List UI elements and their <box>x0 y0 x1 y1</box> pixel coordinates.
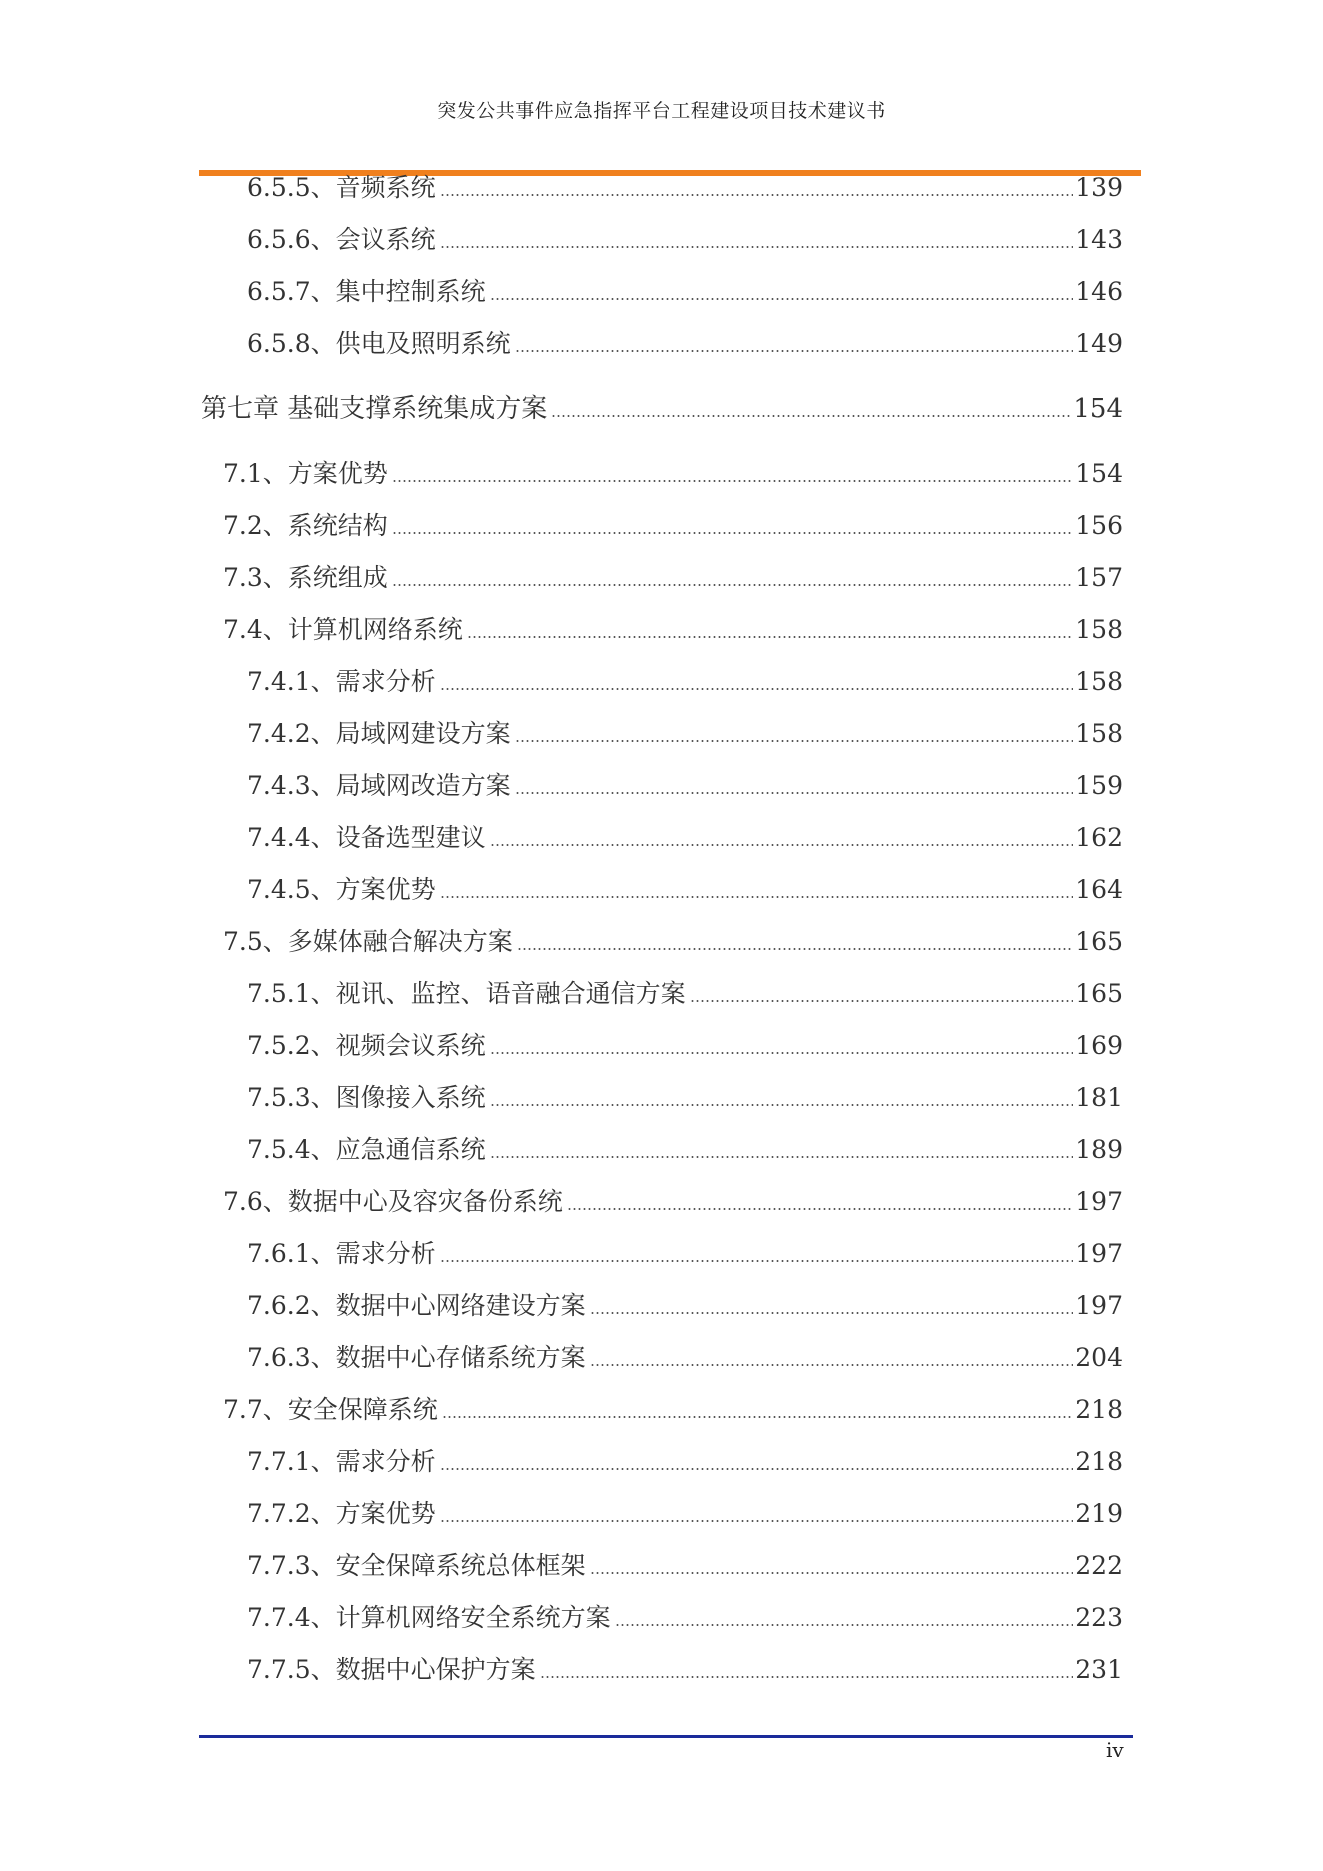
toc-dot-leader <box>442 1416 1074 1418</box>
toc-entry-title: 7.2、系统结构 <box>223 511 388 540</box>
toc-dot-leader <box>440 1520 1074 1522</box>
toc-entry-page-number: 219 <box>1075 1499 1123 1528</box>
toc-entry[interactable] <box>223 924 1123 960</box>
toc-dot-leader <box>467 636 1074 638</box>
toc-entry[interactable] <box>247 170 1123 206</box>
toc-dot-leader <box>490 1052 1074 1054</box>
toc-entry[interactable] <box>247 1548 1123 1584</box>
toc-dot-leader <box>440 688 1074 690</box>
toc-entry[interactable] <box>247 1496 1123 1532</box>
toc-dot-leader <box>515 792 1074 794</box>
toc-entry-title: 7.5、多媒体融合解决方案 <box>223 927 513 956</box>
toc-entry-page-number: 146 <box>1075 277 1123 306</box>
toc-entry[interactable] <box>247 1444 1123 1480</box>
toc-entry[interactable] <box>247 768 1123 804</box>
toc-entry-title: 6.5.6、会议系统 <box>247 225 436 254</box>
toc-entry-page-number: 158 <box>1075 615 1123 644</box>
toc-dot-leader <box>440 1468 1074 1470</box>
toc-dot-leader <box>392 584 1074 586</box>
toc-dot-leader <box>440 1260 1074 1262</box>
toc-entry-title: 7.7.4、计算机网络安全系统方案 <box>247 1603 611 1632</box>
toc-entry[interactable] <box>223 612 1123 648</box>
toc-entry[interactable] <box>247 1028 1123 1064</box>
toc-entry-title: 6.5.5、音频系统 <box>247 173 436 202</box>
toc-entry[interactable] <box>223 1392 1123 1428</box>
toc-entry-page-number: 158 <box>1075 667 1123 696</box>
toc-entry[interactable] <box>247 976 1123 1012</box>
toc-entry-page-number: 231 <box>1075 1655 1123 1684</box>
toc-entry-page-number: 223 <box>1075 1603 1123 1632</box>
toc-entry-title: 7.5.3、图像接入系统 <box>247 1083 486 1112</box>
toc-entry-page-number: 156 <box>1075 511 1123 540</box>
toc-entry-title: 6.5.8、供电及照明系统 <box>247 329 511 358</box>
toc-dot-leader <box>440 896 1074 898</box>
toc-entry[interactable] <box>223 560 1123 596</box>
toc-chapter-entry[interactable] <box>201 391 1123 427</box>
toc-entry[interactable] <box>247 222 1123 258</box>
toc-entry-title: 7.4.4、设备选型建议 <box>247 823 486 852</box>
toc-dot-leader <box>590 1312 1074 1314</box>
toc-entry-page-number: 158 <box>1075 719 1123 748</box>
toc-entry-title: 7.7.2、方案优势 <box>247 1499 436 1528</box>
toc-entry-title: 7.7.5、数据中心保护方案 <box>247 1655 536 1684</box>
toc-entry-title: 7.6.1、需求分析 <box>247 1239 436 1268</box>
toc-entry[interactable] <box>247 1600 1123 1636</box>
toc-entry-title: 6.5.7、集中控制系统 <box>247 277 486 306</box>
toc-entry[interactable] <box>247 716 1123 752</box>
toc-entry[interactable] <box>223 456 1123 492</box>
toc-entry-page-number: 162 <box>1075 823 1123 852</box>
toc-entry-page-number: 181 <box>1075 1083 1123 1112</box>
toc-entry[interactable] <box>247 326 1123 362</box>
toc-entry-page-number: 204 <box>1075 1343 1123 1372</box>
toc-entry-page-number: 197 <box>1075 1291 1123 1320</box>
toc-entry-title: 7.4.5、方案优势 <box>247 875 436 904</box>
toc-entry-title: 7.4.2、局域网建设方案 <box>247 719 511 748</box>
page-header-title: 突发公共事件应急指挥平台工程建设项目技术建议书 <box>437 100 886 122</box>
toc-entry[interactable] <box>247 1288 1123 1324</box>
toc-entry-page-number: 222 <box>1075 1551 1123 1580</box>
toc-dot-leader <box>490 1156 1074 1158</box>
toc-dot-leader <box>690 1000 1074 1002</box>
toc-dot-leader <box>440 194 1074 196</box>
toc-entry-title: 7.7、安全保障系统 <box>223 1395 438 1424</box>
toc-dot-leader <box>590 1364 1074 1366</box>
toc-entry-title: 7.5.1、视讯、监控、语音融合通信方案 <box>247 979 686 1008</box>
toc-entry-title: 7.4.1、需求分析 <box>247 667 436 696</box>
toc-dot-leader <box>515 350 1074 352</box>
toc-entry-page-number: 159 <box>1075 771 1123 800</box>
toc-dot-leader <box>440 246 1074 248</box>
footer-divider <box>199 1735 1133 1738</box>
toc-entry-page-number: 165 <box>1075 927 1123 956</box>
toc-dot-leader <box>590 1572 1074 1574</box>
toc-entry[interactable] <box>247 664 1123 700</box>
toc-entry-page-number: 197 <box>1075 1239 1123 1268</box>
toc-dot-leader <box>567 1208 1074 1210</box>
toc-entry-title: 7.6、数据中心及容灾备份系统 <box>223 1187 563 1216</box>
toc-entry-page-number: 143 <box>1075 225 1123 254</box>
toc-dot-leader <box>490 844 1074 846</box>
toc-entry-title: 7.1、方案优势 <box>223 459 388 488</box>
toc-entry-page-number: 218 <box>1075 1447 1123 1476</box>
toc-dot-leader <box>490 298 1074 300</box>
toc-entry-page-number: 218 <box>1075 1395 1123 1424</box>
toc-entry-title: 7.5.4、应急通信系统 <box>247 1135 486 1164</box>
toc-entry-title: 7.3、系统组成 <box>223 563 388 592</box>
toc-entry-page-number: 149 <box>1075 329 1123 358</box>
toc-dot-leader <box>490 1104 1074 1106</box>
toc-dot-leader <box>392 532 1074 534</box>
toc-entry-title: 7.7.3、安全保障系统总体框架 <box>247 1551 586 1580</box>
toc-entry-page-number: 165 <box>1075 979 1123 1008</box>
toc-entry[interactable] <box>247 1080 1123 1116</box>
toc-entry-page-number: 164 <box>1075 875 1123 904</box>
toc-entry-title: 7.4、计算机网络系统 <box>223 615 463 644</box>
toc-entry-page-number: 189 <box>1075 1135 1123 1164</box>
toc-entry-title: 7.7.1、需求分析 <box>247 1447 436 1476</box>
toc-entry-title: 第七章 基础支撑系统集成方案 <box>201 394 548 424</box>
toc-entry-page-number: 157 <box>1075 563 1123 592</box>
toc-entry[interactable] <box>247 274 1123 310</box>
toc-dot-leader <box>540 1676 1074 1678</box>
toc-entry[interactable] <box>247 872 1123 908</box>
toc-dot-leader <box>515 740 1074 742</box>
toc-entry[interactable] <box>247 820 1123 856</box>
toc-entry[interactable] <box>223 1184 1123 1220</box>
toc-entry[interactable] <box>223 508 1123 544</box>
toc-entry-page-number: 154 <box>1073 394 1123 424</box>
toc-entry-page-number: 197 <box>1075 1187 1123 1216</box>
toc-entry-page-number: 139 <box>1075 173 1123 202</box>
toc-entry-page-number: 169 <box>1075 1031 1123 1060</box>
toc-entry-page-number: 154 <box>1075 459 1123 488</box>
toc-dot-leader <box>517 948 1074 950</box>
toc-dot-leader <box>392 480 1074 482</box>
toc-entry[interactable] <box>247 1652 1123 1688</box>
toc-dot-leader <box>615 1624 1074 1626</box>
toc-entry-title: 7.5.2、视频会议系统 <box>247 1031 486 1060</box>
page-number: iv <box>1106 1738 1124 1762</box>
toc-entry-title: 7.6.3、数据中心存储系统方案 <box>247 1343 586 1372</box>
toc-entry-title: 7.4.3、局域网改造方案 <box>247 771 511 800</box>
toc-entry[interactable] <box>247 1132 1123 1168</box>
toc-entry[interactable] <box>247 1236 1123 1272</box>
toc-entry-title: 7.6.2、数据中心网络建设方案 <box>247 1291 586 1320</box>
toc-entry[interactable] <box>247 1340 1123 1376</box>
toc-dot-leader <box>551 415 1071 417</box>
